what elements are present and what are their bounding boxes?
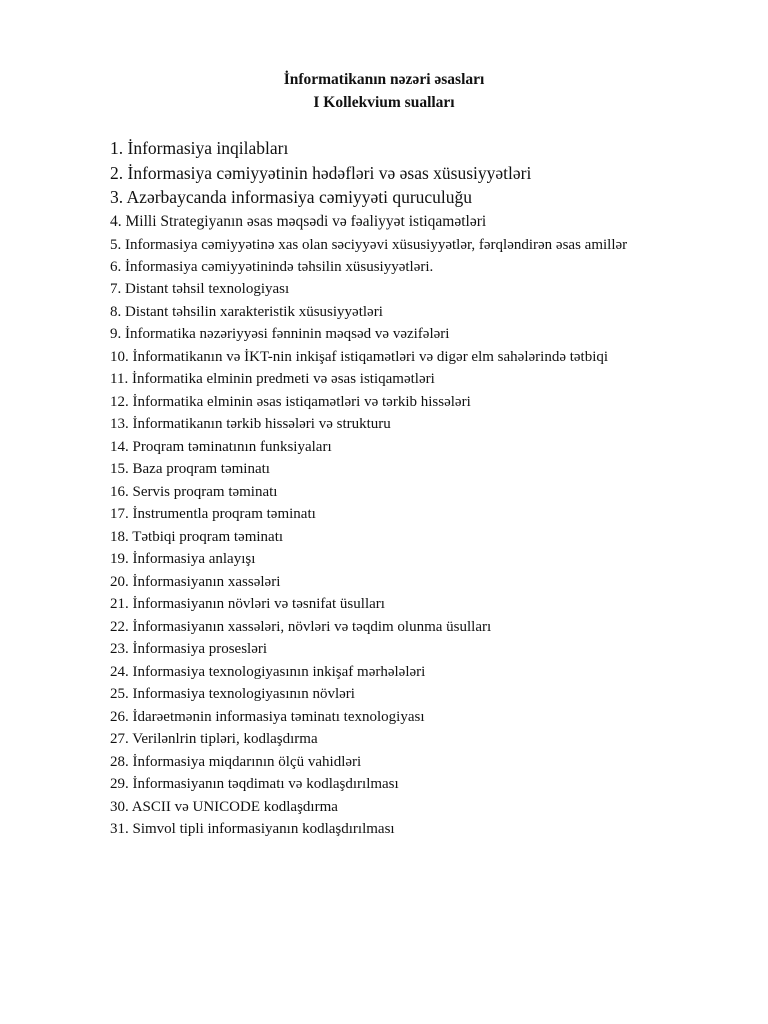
item-number: 4.	[110, 212, 122, 230]
title-block	[0, 68, 768, 114]
list-item	[110, 818, 730, 841]
list-item	[110, 185, 730, 210]
item-text: İdarəetmənin informasiya təminatı texnologiyası	[132, 708, 425, 725]
document-subtitle: I Kollekvium sualları	[313, 94, 455, 111]
list-item	[110, 278, 730, 301]
item-number: 20.	[110, 573, 129, 590]
item-text: İnformatika elminin predmeti və əsas istiqamətləri	[131, 371, 435, 387]
list-item	[110, 773, 730, 796]
item-number: 5.	[110, 236, 122, 253]
list-item	[110, 256, 730, 279]
item-text: Servis proqram təminatı	[132, 483, 278, 500]
item-text: İnformasiya inqilabları	[127, 138, 289, 158]
item-text: Proqram təminatının funksiyaları	[132, 438, 332, 455]
question-list	[110, 136, 730, 841]
item-text: İnformatikanın tərkib hissələri və strukturu	[132, 416, 391, 432]
list-item	[110, 413, 730, 436]
item-text: Informasiya texnologiyasının növləri	[132, 686, 355, 702]
item-number: 9.	[110, 326, 122, 342]
item-text: İnformatika elminin əsas istiqamətləri və tərkib hissələri	[132, 393, 471, 410]
list-item	[110, 706, 730, 729]
item-number: 30.	[110, 798, 129, 815]
list-item	[110, 368, 730, 391]
list-item	[110, 796, 730, 819]
item-text: Baza proqram təminatı	[132, 461, 270, 477]
list-item	[110, 458, 730, 481]
item-text: İnformasiyanın xassələri, növləri və təqdim olunma üsulları	[132, 618, 492, 635]
item-number: 8.	[110, 303, 122, 320]
list-item	[110, 323, 730, 346]
item-text: Azərbaycanda informasiya cəmiyyəti quruculuğu	[126, 187, 473, 207]
item-number: 29.	[110, 776, 129, 792]
item-number: 26.	[110, 708, 129, 725]
item-number: 6.	[110, 258, 122, 275]
list-item	[110, 683, 730, 706]
list-item	[110, 571, 730, 594]
item-text: İnformasiyanın xassələri	[132, 573, 281, 590]
list-item	[110, 436, 730, 459]
item-text: İnformatika nəzəriyyəsi fənninin məqsəd və vəzifələri	[125, 326, 450, 342]
item-number: 7.	[110, 281, 122, 297]
item-number: 3.	[110, 187, 124, 207]
list-item	[110, 526, 730, 549]
list-item	[110, 728, 730, 751]
list-item	[110, 751, 730, 774]
item-text: Distant təhsilin xarakteristik xüsusiyyətləri	[125, 303, 383, 320]
item-number: 17.	[110, 506, 129, 522]
list-item	[110, 301, 730, 324]
item-number: 1.	[110, 138, 124, 158]
item-text: İnformatikanın və İKT-nin inkişaf istiqamətləri və digər elm sahələrində tətbiqi	[132, 348, 609, 365]
item-text: ASCII və UNICODE kodlaşdırma	[131, 798, 338, 815]
item-text: Verilənlrin tipləri, kodlaşdırma	[132, 731, 318, 747]
list-item	[110, 346, 730, 369]
item-text: İnformasiyanın növləri və təsnifat üsulları	[132, 596, 385, 612]
item-text: Simvol tipli informasiyanın kodlaşdırılması	[132, 821, 395, 837]
list-item	[110, 481, 730, 504]
item-number: 28.	[110, 753, 129, 770]
item-number: 13.	[110, 416, 129, 432]
item-text: Milli Strategiyanın əsas məqsədi və fəaliyyət istiqamətləri	[125, 212, 487, 230]
item-text: Distant təhsil texnologiyası	[125, 281, 290, 297]
item-number: 18.	[110, 528, 129, 545]
list-item	[110, 616, 730, 639]
list-item	[110, 503, 730, 526]
item-text: Tətbiqi proqram təminatı	[132, 528, 284, 545]
list-item	[110, 593, 730, 616]
document-title: İnformatikanın nəzəri əsasları	[283, 71, 485, 88]
item-number: 19.	[110, 551, 129, 567]
item-number: 27.	[110, 731, 129, 747]
item-text: İnformasiya anlayışı	[132, 551, 256, 567]
item-number: 25.	[110, 686, 129, 702]
item-number: 2.	[110, 162, 124, 183]
item-text: İnformasiya cəmiyyətinin hədəfləri və əsas xüsusiyyətləri	[127, 162, 532, 183]
item-number: 14.	[110, 438, 129, 455]
item-number: 23.	[110, 641, 129, 657]
item-number: 12.	[110, 393, 129, 410]
list-item	[110, 161, 730, 186]
item-text: İnformasiya prosesləri	[132, 641, 268, 657]
item-number: 31.	[110, 821, 129, 837]
list-item	[110, 234, 730, 256]
item-number: 21.	[110, 596, 129, 612]
item-text: İnformasiya cəmiyyətinində təhsilin xüsusiyyətləri.	[125, 258, 434, 275]
list-item	[110, 661, 730, 684]
item-number: 22.	[110, 618, 129, 635]
item-number: 15.	[110, 461, 129, 477]
list-item	[110, 638, 730, 661]
list-item	[110, 136, 730, 161]
item-text: Informasiya texnologiyasının inkişaf mərhələləri	[132, 663, 426, 680]
item-text: Informasiya cəmiyyətinə xas olan səciyyəvi xüsusiyyətlər, fərqləndirən əsas amillər	[125, 236, 628, 253]
item-text: İnformasiya miqdarının ölçü vahidləri	[132, 753, 362, 770]
item-number: 24.	[110, 663, 129, 680]
list-item	[110, 391, 730, 414]
list-item	[110, 210, 730, 234]
item-number: 16.	[110, 483, 129, 500]
list-item	[110, 548, 730, 571]
item-number: 11.	[110, 371, 129, 387]
item-text: İnformasiyanın təqdimatı və kodlaşdırılması	[132, 776, 399, 792]
item-number: 10.	[110, 348, 129, 365]
item-text: İnstrumentla proqram təminatı	[132, 506, 316, 522]
